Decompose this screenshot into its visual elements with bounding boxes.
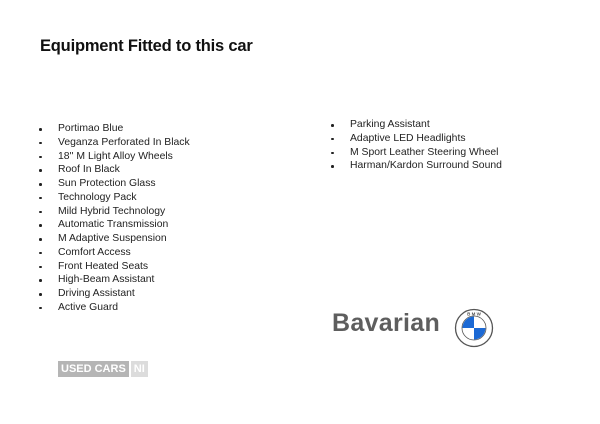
equipment-item: Roof In Black xyxy=(39,163,190,177)
equipment-item: Automatic Transmission xyxy=(39,218,190,232)
equipment-item: High-Beam Assistant xyxy=(39,273,190,287)
used-cars-label: USED CARS xyxy=(58,361,129,377)
equipment-item: Veganza Perforated In Black xyxy=(39,136,190,150)
equipment-item: 18'' M Light Alloy Wheels xyxy=(39,150,190,164)
bmw-logo-icon xyxy=(454,308,494,348)
equipment-list-right xyxy=(331,118,502,173)
dealer-logo-text: Bavarian xyxy=(332,309,441,337)
equipment-item: Adaptive LED Headlights xyxy=(331,132,502,146)
equipment-item: Sun Protection Glass xyxy=(39,177,190,191)
equipment-item: M Sport Leather Steering Wheel xyxy=(331,146,502,160)
used-cars-badge xyxy=(58,361,148,377)
equipment-item: Parking Assistant xyxy=(331,118,502,132)
equipment-item: Portimao Blue xyxy=(39,122,190,136)
equipment-item: Comfort Access xyxy=(39,246,190,260)
equipment-item: M Adaptive Suspension xyxy=(39,232,190,246)
equipment-item: Driving Assistant xyxy=(39,287,190,301)
equipment-list-left xyxy=(39,122,190,315)
equipment-item: Harman/Kardon Surround Sound xyxy=(331,159,502,173)
equipment-item: Front Heated Seats xyxy=(39,260,190,274)
svg-text:B M W: B M W xyxy=(467,311,481,317)
equipment-item: Mild Hybrid Technology xyxy=(39,205,190,219)
equipment-item: Technology Pack xyxy=(39,191,190,205)
region-label: NI xyxy=(131,361,148,377)
equipment-item: Active Guard xyxy=(39,301,190,315)
page-title: Equipment Fitted to this car xyxy=(40,37,253,55)
